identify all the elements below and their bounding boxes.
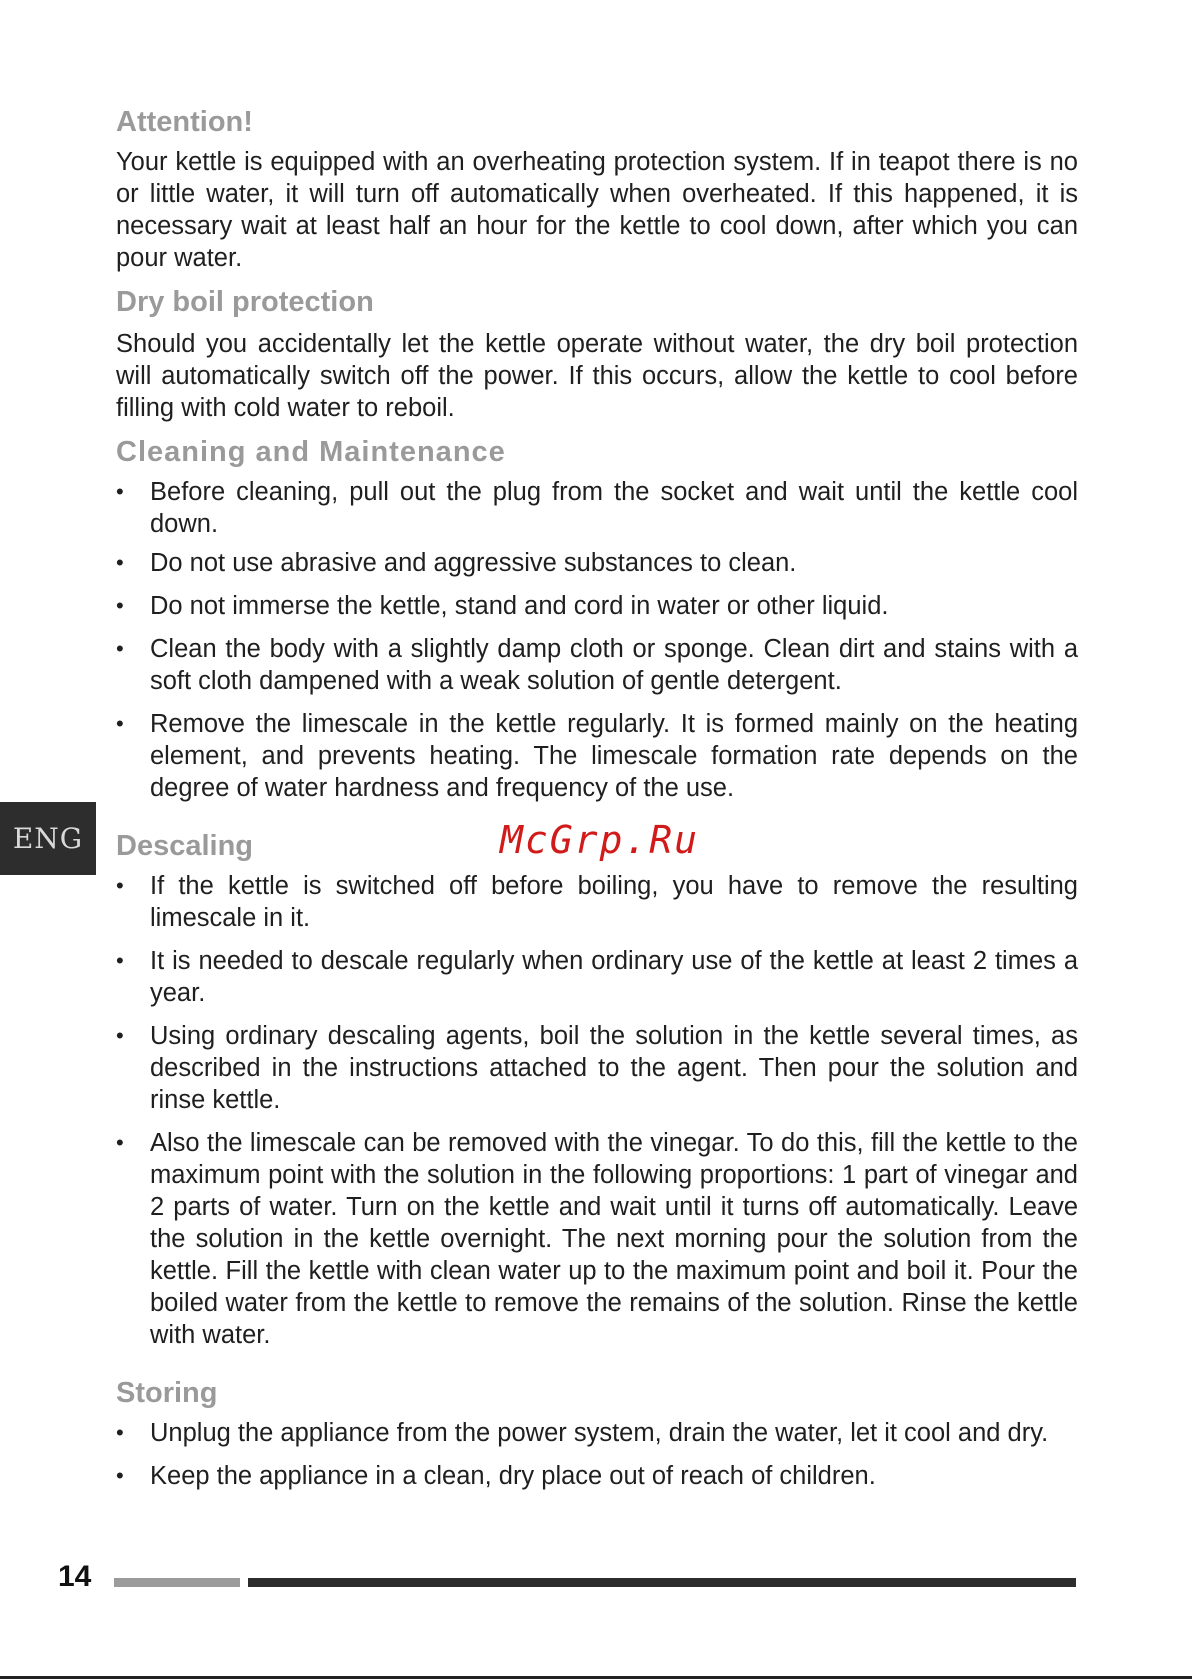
cleaning-list: [116, 476, 1078, 804]
list-item: • Using ordinary descaling agents, boil the solution in the kettle several times, as described in the instructions attached to the agent. Then pour the solution and rinse kettle.: [116, 1022, 1078, 1114]
page-number: 14: [58, 1560, 92, 1593]
attention-text: Your kettle is equipped with an overheating protection system. If in teapot there is no or little water, it will turn off automatically when overheated. If this happened, it is necessary wait at least half an hour for the kettle to cool down, after which you can pour water.: [116, 148, 1078, 272]
list-item: • Unplug the appliance from the power system, drain the water, let it cool and dry.: [116, 1419, 1049, 1447]
list-item: • It is needed to descale regularly when ordinary use of the kettle at least 2 times a year.: [116, 947, 1078, 1007]
bullet-icon: •: [116, 1463, 124, 1488]
footer-divider-dark: [248, 1578, 1076, 1587]
descaling-heading: Descaling: [116, 830, 253, 862]
bullet-icon: •: [116, 593, 124, 618]
storing-heading: Storing: [116, 1377, 218, 1409]
list-item: • Also the limescale can be removed with the vinegar. To do this, fill the kettle to the maximum point with the solution in the following proportions: 1 part of vinegar and 2 parts of water. Turn on the kettle and wait until it turns off automatically. Leave the solution in the kettle overnight. The next morning pour the solution from the kettle. Fill the kettle with clean water up to the maximum point and boil it. Pour the boiled water from the kettle to remove the remains of the solution. Rinse the kettle with water.: [116, 1129, 1078, 1349]
bullet-icon: •: [116, 1130, 124, 1155]
cleaning-heading: Cleaning and Maintenance: [116, 436, 506, 468]
attention-heading: Attention!: [116, 106, 253, 138]
manual-page-content: [116, 104, 1078, 1492]
footer-divider-light: [114, 1578, 240, 1587]
bullet-icon: •: [116, 711, 124, 736]
list-item: • If the kettle is switched off before boiling, you have to remove the resulting limescale in it.: [116, 872, 1078, 932]
list-item: • Do not immerse the kettle, stand and cord in water or other liquid.: [116, 592, 889, 620]
bullet-icon: •: [116, 1420, 124, 1445]
dry-boil-text: Should you accidentally let the kettle operate without water, the dry boil protection will automatically switch off the power. If this occurs, allow the kettle to cool before filling with cold water to reboil.: [116, 330, 1078, 422]
bullet-icon: •: [116, 948, 124, 973]
list-item: • Do not use abrasive and aggressive substances to clean.: [116, 549, 797, 577]
dry-boil-heading: Dry boil protection: [116, 286, 374, 318]
descaling-list: [116, 870, 1078, 1351]
list-item: • Before cleaning, pull out the plug from the socket and wait until the kettle cool down.: [116, 478, 1078, 538]
bullet-icon: •: [116, 479, 124, 504]
language-tab: ENG: [0, 802, 96, 875]
list-item: • Clean the body with a slightly damp cloth or sponge. Clean dirt and stains with a soft cloth dampened with a weak solution of gentle detergent.: [116, 635, 1078, 695]
bullet-icon: •: [116, 1023, 124, 1048]
list-item: • Remove the limescale in the kettle regularly. It is formed mainly on the heating element, and prevents heating. The limescale formation rate depends on the degree of water hardness and frequency of the use.: [116, 710, 1078, 802]
watermark: McGrp.Ru: [500, 818, 700, 862]
bullet-icon: •: [116, 636, 124, 661]
bullet-icon: •: [116, 873, 124, 898]
storing-list: [116, 1417, 1078, 1492]
list-item: • Keep the appliance in a clean, dry place out of reach of children.: [116, 1462, 876, 1490]
bullet-icon: •: [116, 550, 124, 575]
